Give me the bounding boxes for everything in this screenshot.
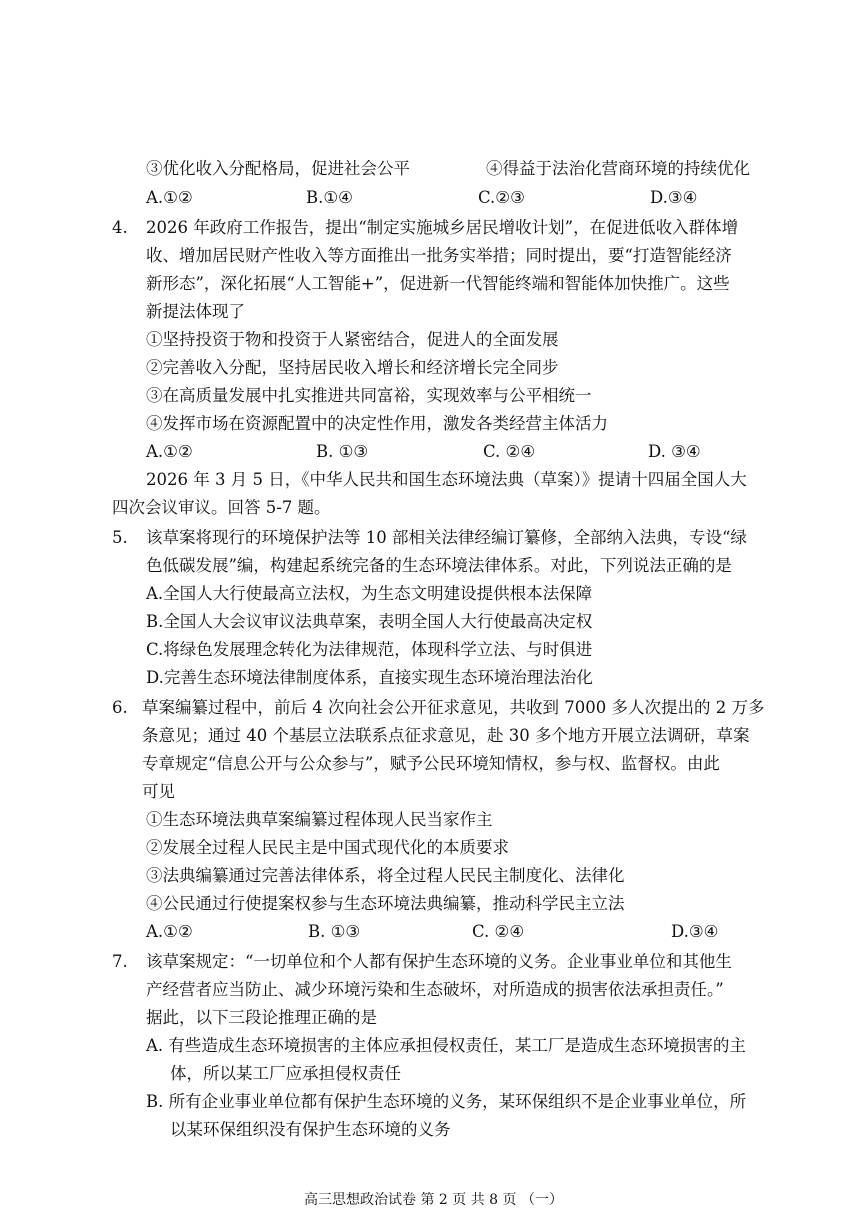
q4-stem-line-1: 2026 年政府工作报告，提出“制定实施城乡居民增收计划”，在促进低收入群体增 (146, 218, 739, 237)
q7-stem-line-1: 该草案规定：“一切单位和个人都有保护生态环境的义务。企业事业单位和其他生 (146, 952, 732, 971)
q4-stem-line-4: 新提法体现了 (146, 302, 245, 321)
q4-option-c: C. ②④ (483, 442, 536, 461)
q6-number: 6. (112, 698, 128, 717)
q7-stem-line-2: 产经营者应当防止、减少环境污染和生态破坏，对所造成的损害依法承担责任。” (146, 980, 724, 999)
q7-choice-a-line-2: 体，所以某工厂应承担侵权责任 (170, 1064, 401, 1083)
q6-stem-line-3: 专章规定“信息公开与公众参与”，赋予公民环境知情权，参与权、监督权。由此 (142, 754, 720, 773)
q6-option-a: A.①② (146, 922, 193, 941)
q3-option-c: C.②③ (478, 188, 525, 207)
material-line-2: 四次会议审议。回答 5-7 题。 (112, 498, 331, 517)
q7-choice-b-line-1: B. 所有企业事业单位都有保护生态环境的义务，某环保组织不是企业事业单位，所 (146, 1092, 747, 1111)
q3-statement-4: ④得益于法治化营商环境的持续优化 (486, 159, 750, 178)
q6-statement-2: ②发展全过程人民民主是中国式现代化的本质要求 (146, 838, 509, 857)
q4-options (146, 441, 766, 463)
q3-statement-3: ③优化收入分配格局，促进社会公平 (146, 159, 410, 178)
q4-statement-1: ①坚持投资于物和投资于人紧密结合，促进人的全面发展 (146, 330, 559, 349)
q4-option-b: B. ①③ (316, 442, 369, 461)
q5-choice-a: A.全国人大行使最高立法权，为生态文明建设提供根本法保障 (146, 584, 593, 603)
q6-statement-1: ①生态环境法典草案编纂过程体现人民当家作主 (146, 810, 493, 829)
q5-choice-c: C.将绿色发展理念转化为法律规范，体现科学立法、与时俱进 (146, 640, 593, 659)
material-line-1: 2026 年 3 月 5 日，《中华人民共和国生态环境法典（草案）》提请十四届全国人大 (146, 470, 747, 489)
q4-statement-3: ③在高质量发展中扎实推进共同富裕，实现效率与公平相统一 (146, 386, 592, 405)
q6-option-c: C. ②④ (472, 922, 525, 941)
q5-stem-line-2: 色低碳发展”编，构建起系统完备的生态环境法律体系。对此，下列说法正确的是 (146, 556, 732, 575)
q3-option-a: A.①② (146, 188, 193, 207)
q6-statement-4: ④公民通过行使提案权参与生态环境法典编纂，推动科学民主立法 (146, 894, 625, 913)
q4-statement-4: ④发挥市场在资源配置中的决定性作用，激发各类经营主体活力 (146, 414, 608, 433)
q4-option-d: D. ③④ (648, 442, 701, 461)
q7-choice-a-line-1: A. 有些造成生态环境损害的主体应承担侵权责任，某工厂是造成生态环境损害的主 (146, 1036, 746, 1055)
q6-statement-3: ③法典编纂通过完善法律体系，将全过程人民民主制度化、法律化 (146, 866, 625, 885)
q7-stem-line-3: 据此，以下三段论推理正确的是 (146, 1008, 377, 1027)
q5-stem-line-1: 该草案将现行的环境保护法等 10 部相关法律经编订纂修，全部纳入法典，专设“绿 (146, 528, 747, 547)
q4-statement-2: ②完善收入分配，坚持居民收入增长和经济增长完全同步 (146, 358, 559, 377)
q4-stem-line-3: 新形态”，深化拓展“人工智能+”，促进新一代智能终端和智能体加快推广。这些 (146, 274, 730, 293)
q4-option-a: A.①② (146, 442, 193, 461)
q7-choice-b-line-2: 以某环保组织没有保护生态环境的义务 (170, 1120, 451, 1139)
q6-stem-line-4: 可见 (142, 782, 175, 801)
q6-stem-line-2: 条意见；通过 40 个基层立法联系点征求意见，赴 30 多个地方开展立法调研，草案 (142, 726, 750, 745)
q6-options (146, 921, 766, 943)
q5-number: 5. (112, 528, 128, 547)
q6-option-d: D.③④ (671, 922, 719, 941)
q3-option-b: B.①④ (306, 188, 353, 207)
q6-stem-line-1: 草案编纂过程中，前后 4 次向社会公开征求意见，共收到 7000 多人次提出的 2 万多 (142, 698, 765, 717)
q6-option-b: B. ①③ (308, 922, 361, 941)
q4-stem-line-2: 收、增加居民财产性收入等方面推出一批务实举措；同时提出，要“打造智能经济 (146, 246, 732, 265)
q3-option-d: D.③④ (650, 188, 698, 207)
q4-number: 4. (112, 218, 128, 237)
q7-number: 7. (112, 952, 128, 971)
q5-choice-d: D.完善生态环境法律制度体系，直接实现生态环境治理法治化 (146, 668, 593, 687)
q3-options (146, 187, 766, 209)
page-footer: 高三思想政治试卷 第 2 页 共 8 页 （一） (304, 1192, 563, 1208)
q5-choice-b: B.全国人大会议审议法典草案，表明全国人大行使最高决定权 (146, 612, 593, 631)
